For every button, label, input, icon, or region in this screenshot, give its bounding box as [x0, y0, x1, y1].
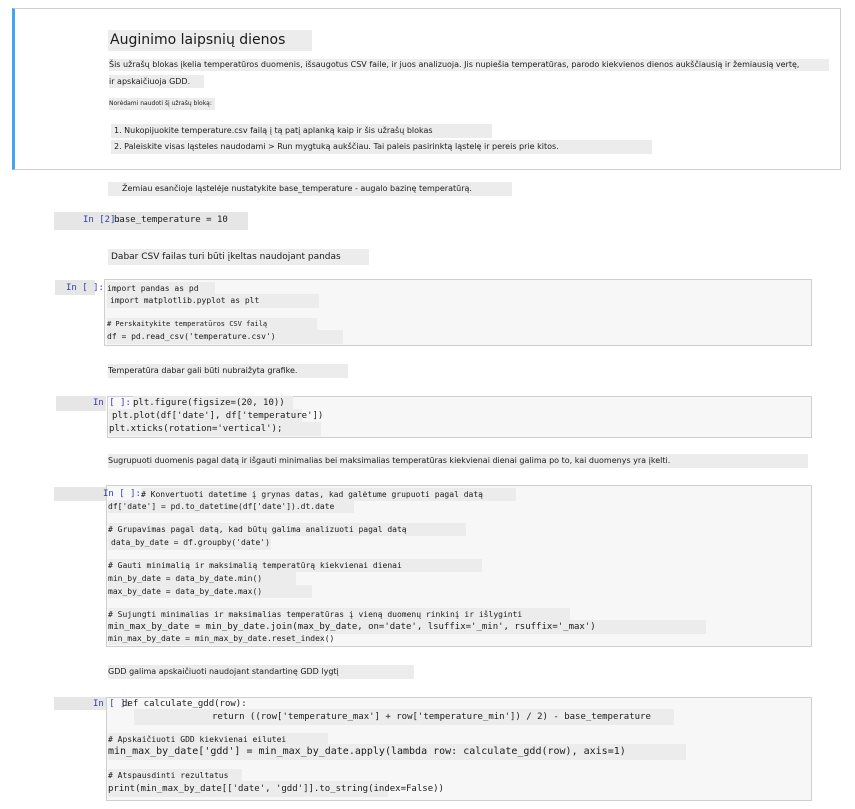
group-line-6: min_by_date = data_by_date.min() [108, 572, 296, 585]
step-2: 2. Paleiskite visas ląsteles naudodami > Run mygtuką aukščiau. Tai paleis pasirinktą ląstelę ir pereis prie kitos. [111, 140, 652, 154]
base-temp-prompt: In [2]: [83, 215, 121, 225]
group-line-4: data_by_date = df.groupby('date') [108, 536, 271, 550]
intro-text-line-1: Šis užrašų blokas įkelia temperatūros duomenis, išsaugotus CSV faile, ir juos analizuoja. Jis nupiešia temperatūras, parodo kiekvienos dienos aukščiausią ir žemiausią vertę, [109, 59, 829, 71]
import-line-1: import pandas as pd [107, 282, 215, 295]
plot-line-3: plt.xticks(rotation='vertical'); [109, 422, 321, 436]
md-base-temperature: Žemiau esančioje ląstelėje nustatykite base_temperature - augalo bazinę temperatūrą. [108, 182, 512, 196]
notebook-title: Auginimo laipsnių dienos [108, 30, 312, 51]
gdd-line-4: min_max_by_date['gdd'] = min_max_by_date.apply(lambda row: calculate_gdd(row), axis=1) [108, 744, 686, 760]
plot-line-1: plt.figure(figsize=(20, 10)) [133, 396, 293, 410]
gdd-prompt: In [ ]: [93, 699, 131, 709]
group-line-1: # Konvertuoti datetime į grynas datas, kad galėtume grupuoti pagal datą [141, 488, 516, 501]
step-1: 1. Nukopijuokite temperature.csv failą į tą patį aplanką kaip ir šis užrašų blokas [111, 124, 492, 138]
gdd-line-5: # Atspausdinti rezultatus [108, 769, 242, 782]
import-line-2: import matplotlib.pyplot as plt [107, 294, 319, 308]
plot-prompt: In [ ]: [93, 398, 131, 408]
md-gdd: GDD galima apskaičiuoti naudojant standartinę GDD lygtį [108, 665, 414, 679]
plot-line-2: plt.plot(df['date'], df['temperature']) [109, 409, 302, 423]
group-line-5: # Gauti minimalią ir maksimalią temperatūrą kiekvienai dienai [108, 559, 482, 572]
md-csv: Dabar CSV failas turi būti įkeltas naudojant pandas [108, 249, 369, 265]
intro-text-line-2: ir apskaičiuoja GDD. [109, 75, 204, 88]
group-line-2: df['date'] = pd.to_datetime(df['date']).dt.date [108, 500, 354, 513]
import-comment: # Perskaitykite temperatūros CSV failą [107, 318, 317, 330]
gdd-line-2: return ((row['temperature_max'] + row['temperature_min']) / 2) - base_temperature [134, 709, 674, 725]
md-group: Sugrupuoti duomenis pagal datą ir išgauti minimalias bei maksimalias temperatūras kiekvienai dienai galima po to, kai duomenys yra įkelti. [108, 454, 808, 468]
usage-label: Norėdami naudoti šį užrašų bloką: [109, 98, 215, 110]
group-line-8: # Sujungti minimalias ir maksimalias temperatūras į vieną duomenų rinkinį ir išlyginti [108, 608, 570, 621]
md-plot: Temperatūra dabar gali būti nubraižyta grafike. [108, 364, 348, 378]
group-prompt-bg [54, 487, 106, 501]
group-line-3: # Grupavimas pagal datą, kad būtų galima analizuoti pagal datą [108, 523, 466, 536]
gdd-line-3: # Apskaičiuoti GDD kiekvienai eilutei [108, 733, 328, 746]
import-prompt: In [ ]: [66, 283, 104, 293]
gdd-line-1: def calculate_gdd(row): [122, 699, 247, 709]
group-line-9: min_max_by_date = min_by_date.join(max_by_date, on='date', lsuffix='_min', rsuffix='_max') [108, 620, 706, 634]
group-line-7: max_by_date = data_by_date.max() [108, 585, 312, 598]
import-read-csv: df = pd.read_csv('temperature.csv') [107, 330, 343, 344]
group-prompt: In [ ]: [103, 489, 141, 499]
gdd-line-6: print(min_max_by_date[['date', 'gdd']].to_string(index=False)) [108, 781, 388, 797]
base-temp-code: base_temperature = 10 [114, 215, 228, 225]
group-line-10: min_max_by_date = min_max_by_date.reset_index() [108, 634, 335, 643]
